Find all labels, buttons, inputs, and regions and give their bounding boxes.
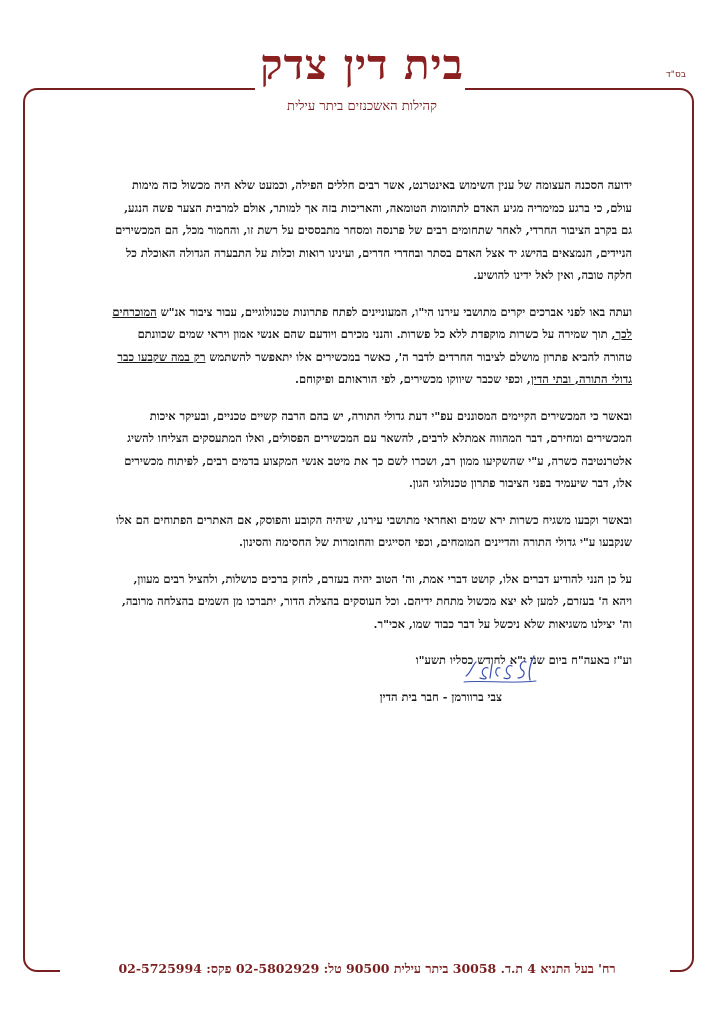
paragraph-2-underline-1: המוכרחים לכך, [112, 304, 632, 341]
signer-name: צבי ברוורמן - חבר בית הדין [379, 690, 502, 704]
paragraph-2-part1: ועתה באו לפני אברכים יקרים מתושבי עירנו הי"ו, המעוניינים לפתח פתרונות טכנולוגיים, עבור ציבור אנ"ש [156, 304, 632, 319]
paragraph-4: ובאשר וקבעו משגיח כשרות ירא שמים ואחראי מתושבי עירנו, שיהיה הקובע והפוסק, אם האתרים הפתוחים הם אלו שנקבעו ע"י גדולי התורה והדיינים המומחים, וכפי הסייגים והחומרות של החסימה והסינון. [116, 512, 632, 549]
letter-body [112, 174, 632, 686]
handwritten-signature [460, 650, 540, 688]
date-line: וע"ז באעה"ח ביום שני י"א לחודש כסליו תשע"ו [415, 653, 632, 667]
paragraph-3: ובאשר כי המכשירים הקיימים המסוננים עפ"י דעת גדולי התורה, יש בהם הרבה קשיים טכניים, ובעיקר איכות המכשירים ומחירם, דבר המהווה אמתלא לרבים, להשאר עם המכשירים הפסולים, ואלו המתעסקים הצליחו להשיג אלטרנטיבה כשרה, ע"י שהשקיעו ממון רב, ושכרו לשם כך את מיטב אנשי המקצוע בדמים רבים, לפיתוח מכשירים אלו, דבר שיעמיד בפני הציבור פתרון טכנולוגי הגון. [124, 408, 632, 490]
paragraph-2-underline-2: רק במה שקבעו כבר גדולי התורה, ובתי הדין [117, 349, 632, 386]
bsd-mark: בס"ד [665, 70, 686, 80]
letterhead-footer: רח' בעל התניא 4 ת.ד. 30058 ביתר עילית 90500 טל: 02-5802929 פקס: 02-5725994 [118, 961, 616, 976]
paragraph-5: על כן הנני להודיע דברים אלו, קושט דברי אמת, וה' הטוב יהיה בעזרם, לחזק ברכים כושלות, ולהציל רבים מעוון, ויהא ה' בעזרם, למען לא יצא מכשול מתחת ידיהם. וכל העוסקים בהצלת הדור, יתברכו מן השמים בהצלחה מרובה, וה' יצילנו משגיאות שלא ניכשל על דבר כבוד שמו, אכי"ר. [121, 571, 632, 631]
letterhead-title: בית דין צדק [260, 40, 464, 89]
letterhead-subtitle: קהילות האשכנזים ביתר עילית [287, 99, 437, 114]
paragraph-2 [112, 301, 632, 391]
paragraph-1: ידועה הסכנה העצומה של ענין השימוש באינטרנט, אשר רבים חללים הפילה, וכמעט שלא היה מכשול כזה מימות עולם, כי ברגע כמימריה מגיע האדם לתהומות הטומאה, והאריכות בזה אך למותר, אולם למרבית הצער פשה הנגע, גם בקרב הציבור החרדי, לאחר שתחומים רבים של פרנסה ומסחר מתבססים על רשת זו, והחמור מכל, הם המכשירים הניידים, הנמצאים בהישג יד אצל האדם בסתר ובחדרי חדרים, ועינינו רואות וכלות על התבערה הגדולה האוכלת כל חלקה טובה, ואין לאל ידינו להושיע. [115, 178, 632, 282]
paragraph-2-part3: , וכפי שכבר שיווקו מכשירים, לפי הוראותם ופיקוחם. [295, 372, 531, 386]
paragraph-2-part2: תוך שמירה על כשרות מוקפדת ללא כל פשרות. והנני מכירם ויודעם שהם אנשי אמון ויראי שמים שכוונתם טהורה להביא פתרון מושלם לציבור החרדים לדבר ה', כאשר במכשירים אלו יתאפשר להשתמש [137, 327, 632, 364]
